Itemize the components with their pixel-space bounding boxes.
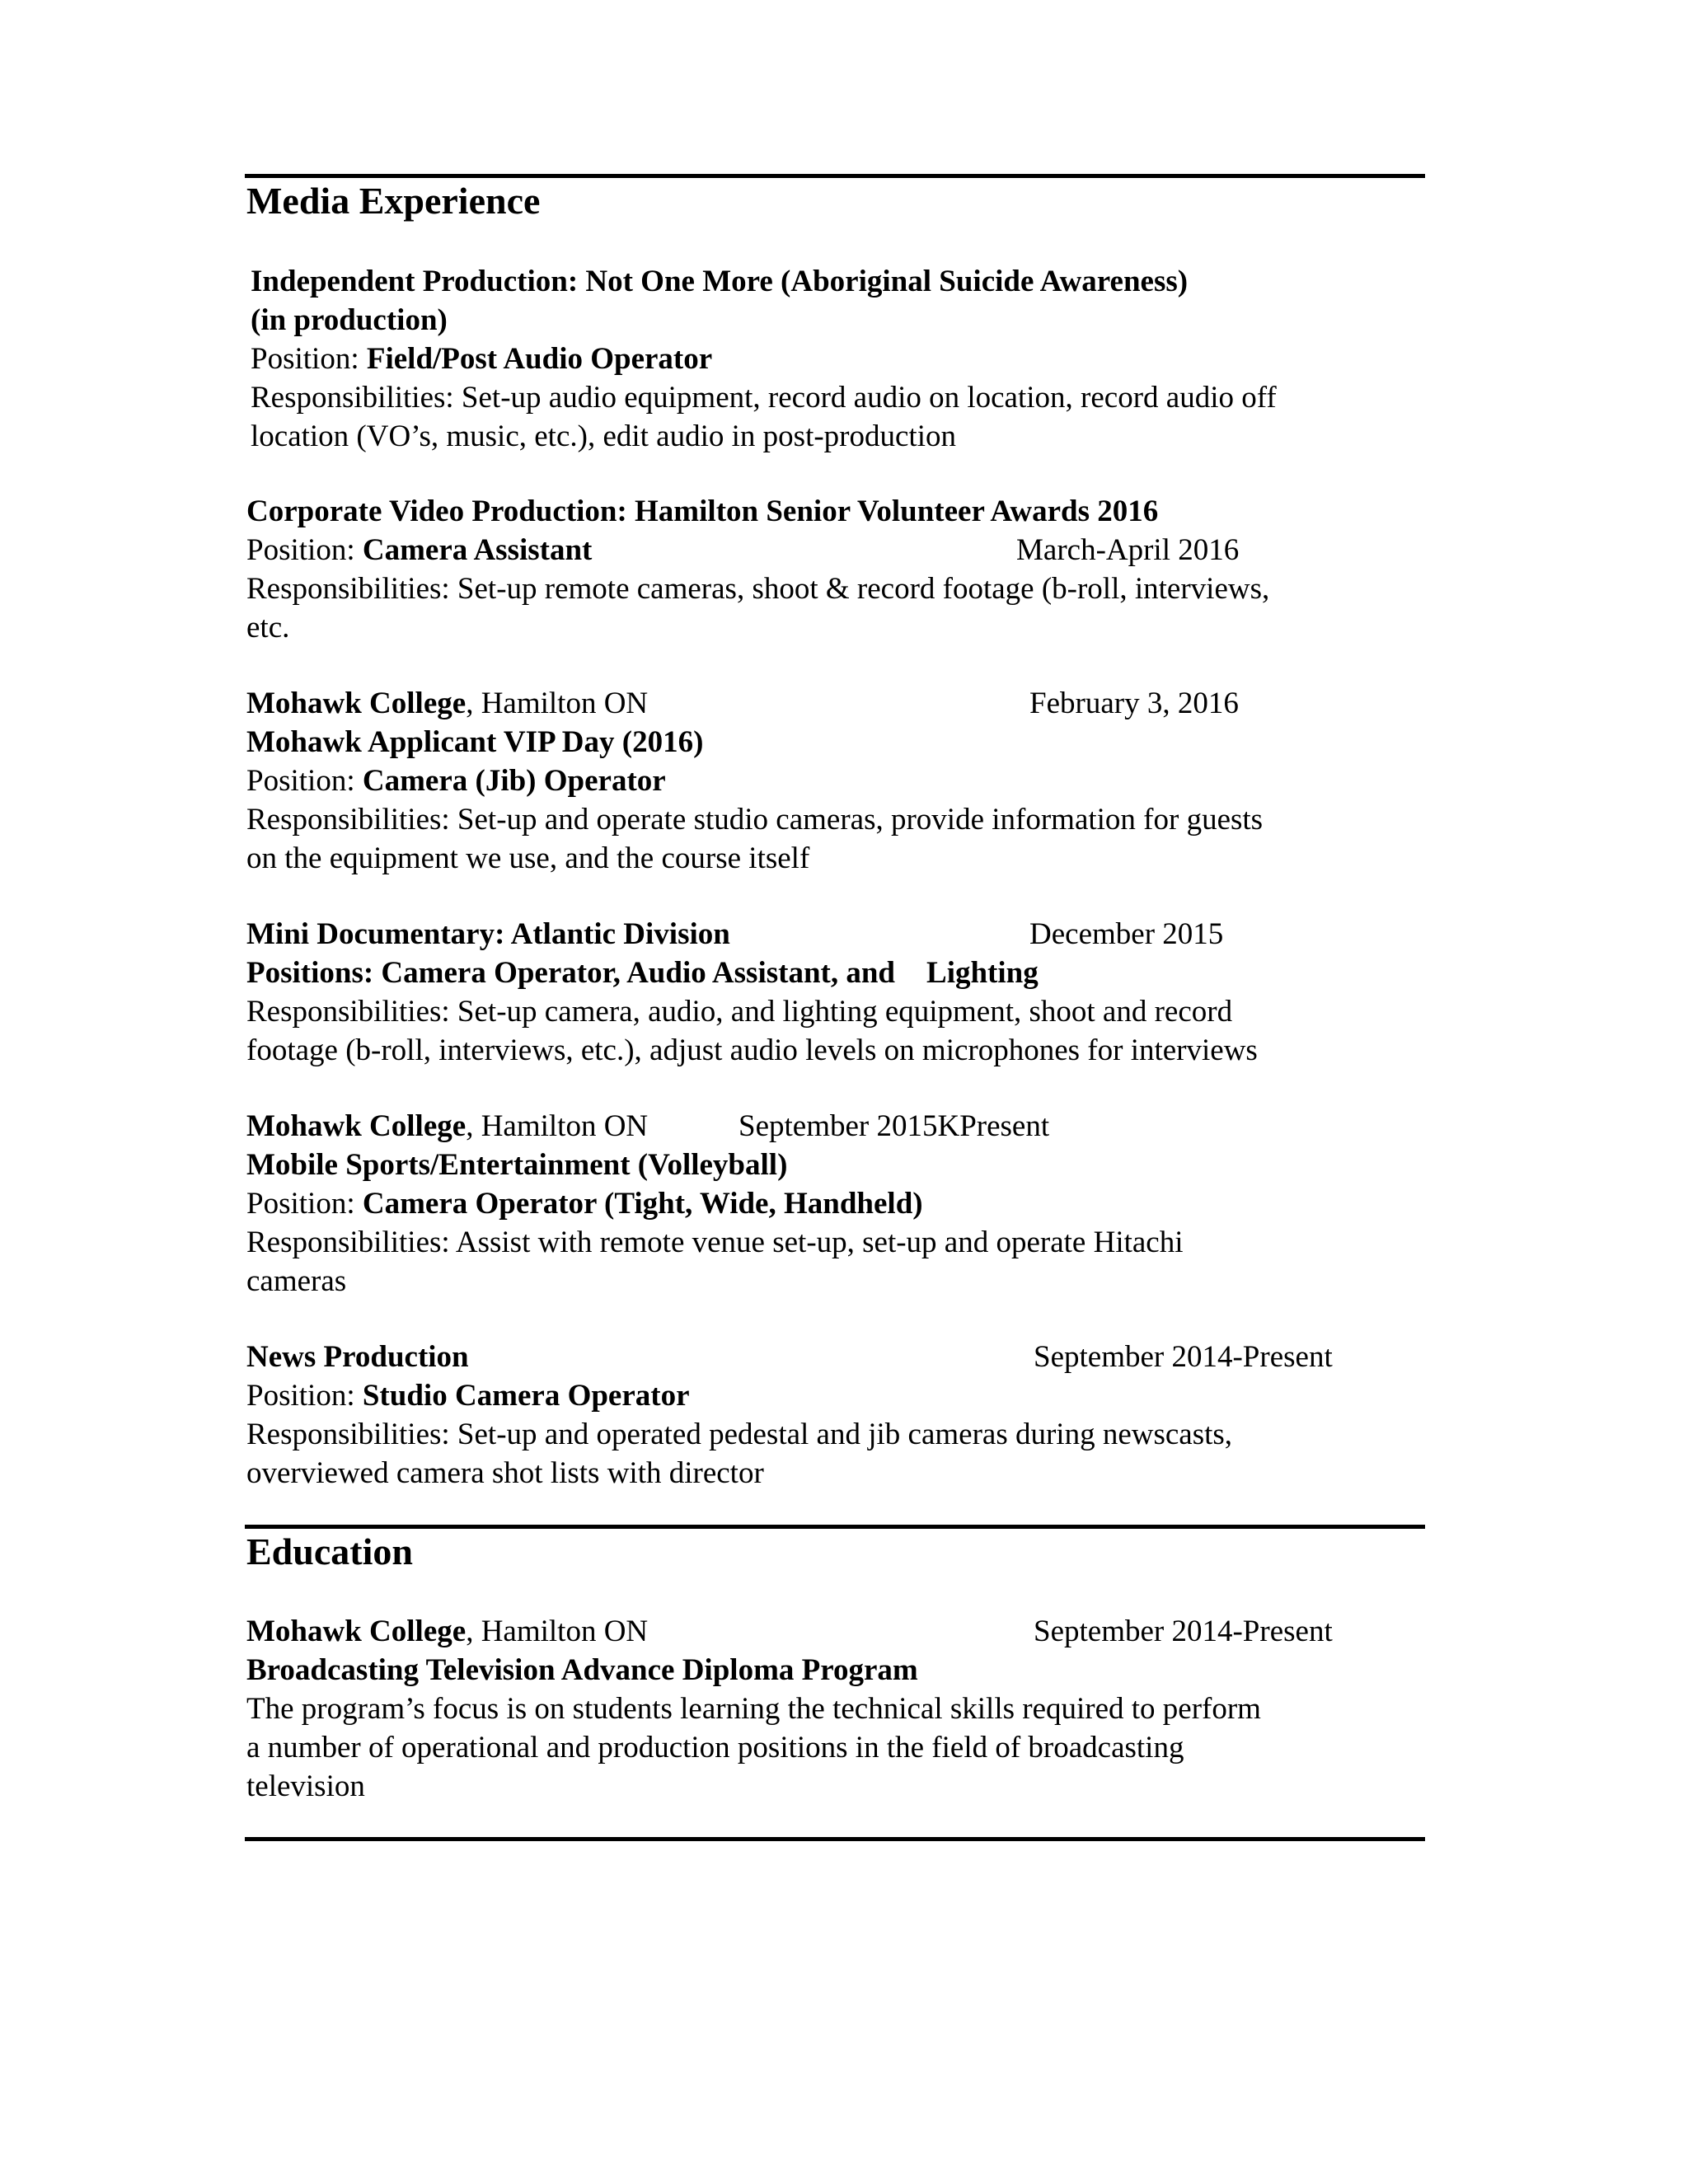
position-value: Camera (Jib) Operator	[362, 764, 666, 798]
entry-responsibilities: Responsibilities: Set-up and operate studio cameras, provide information for guests	[246, 803, 1264, 837]
entry-responsibilities-continued: etc.	[246, 611, 290, 644]
entry-positions	[246, 954, 1039, 992]
organization-name: Mohawk College	[246, 687, 467, 720]
position-label: Position:	[251, 342, 359, 376]
entry-date: March-April 2016	[1016, 533, 1240, 567]
positions-text: Positions: Camera Operator, Audio Assistant, and	[246, 956, 896, 990]
entry-title: News Production	[246, 1340, 469, 1374]
education-description-continued: a number of operational and production positions in the field of broadcasting	[246, 1731, 1184, 1765]
position-label: Position:	[246, 1379, 355, 1413]
position-label: Position:	[246, 533, 355, 567]
section-rule	[245, 1525, 1425, 1529]
entry-date: September 2015KPresent	[738, 1109, 1050, 1143]
entry-date: September 2014-Present	[1034, 1340, 1333, 1374]
entry-responsibilities-continued: footage (b-roll, interviews, etc.), adjust audio levels on microphones for interviews	[246, 1033, 1258, 1067]
entry-responsibilities-continued: cameras	[246, 1264, 347, 1298]
entry-responsibilities: Responsibilities: Set-up remote cameras, shoot & record footage (b-roll, interviews,	[246, 572, 1270, 606]
entry-responsibilities: Responsibilities: Assist with remote venue set-up, set-up and operate Hitachi	[246, 1226, 1184, 1259]
entry-organization	[246, 1107, 648, 1146]
entry-date: February 3, 2016	[1029, 687, 1239, 720]
entry-responsibilities-continued: on the equipment we use, and the course itself	[246, 841, 810, 875]
organization-name: Mohawk College	[246, 1109, 467, 1143]
entry-position	[251, 340, 712, 378]
entry-position	[246, 1184, 923, 1223]
positions-text-continued: Lighting	[926, 956, 1039, 990]
position-value: Camera Operator (Tight, Wide, Handheld)	[362, 1187, 923, 1221]
section-title-education: Education	[246, 1530, 413, 1572]
entry-position	[246, 762, 666, 800]
position-label: Position:	[246, 764, 355, 798]
entry-responsibilities: Responsibilities: Set-up camera, audio, and lighting equipment, shoot and record	[246, 995, 1233, 1029]
section-title-media-experience: Media Experience	[246, 180, 541, 222]
education-description: The program’s focus is on students learning the technical skills required to perform	[246, 1692, 1261, 1726]
education-date: September 2014-Present	[1034, 1615, 1333, 1648]
entry-responsibilities-continued: overviewed camera shot lists with director	[246, 1456, 764, 1490]
entry-title: Mohawk Applicant VIP Day (2016)	[246, 725, 704, 759]
entry-title: Mini Documentary: Atlantic Division	[246, 917, 730, 951]
position-label: Position:	[246, 1187, 355, 1221]
entry-responsibilities: Responsibilities: Set-up audio equipment, record audio on location, record audio off	[251, 381, 1277, 415]
position-value: Field/Post Audio Operator	[366, 342, 713, 376]
entry-position	[246, 1376, 690, 1415]
entry-responsibilities: Responsibilities: Set-up and operated pedestal and jib cameras during newscasts,	[246, 1418, 1233, 1451]
entry-responsibilities-continued: location (VO’s, music, etc.), edit audio in post-production	[251, 419, 956, 453]
organization-location: , Hamilton ON	[466, 1109, 649, 1143]
education-description-continued: television	[246, 1769, 365, 1803]
education-organization	[246, 1612, 648, 1651]
organization-location: , Hamilton ON	[466, 1615, 649, 1648]
education-program: Broadcasting Television Advance Diploma Program	[246, 1653, 918, 1687]
entry-title: Mobile Sports/Entertainment (Volleyball)	[246, 1148, 788, 1182]
organization-location: , Hamilton ON	[466, 687, 649, 720]
position-value: Camera Assistant	[362, 533, 593, 567]
organization-name: Mohawk College	[246, 1615, 467, 1648]
position-value: Studio Camera Operator	[362, 1379, 690, 1413]
entry-organization	[246, 684, 648, 723]
entry-title: Independent Production: Not One More (Aboriginal Suicide Awareness)	[251, 265, 1189, 298]
section-rule	[245, 1837, 1425, 1841]
entry-title: Corporate Video Production: Hamilton Senior Volunteer Awards 2016	[246, 494, 1159, 528]
entry-date: December 2015	[1029, 917, 1224, 951]
entry-position	[246, 531, 592, 569]
entry-title-continued: (in production)	[251, 303, 448, 337]
